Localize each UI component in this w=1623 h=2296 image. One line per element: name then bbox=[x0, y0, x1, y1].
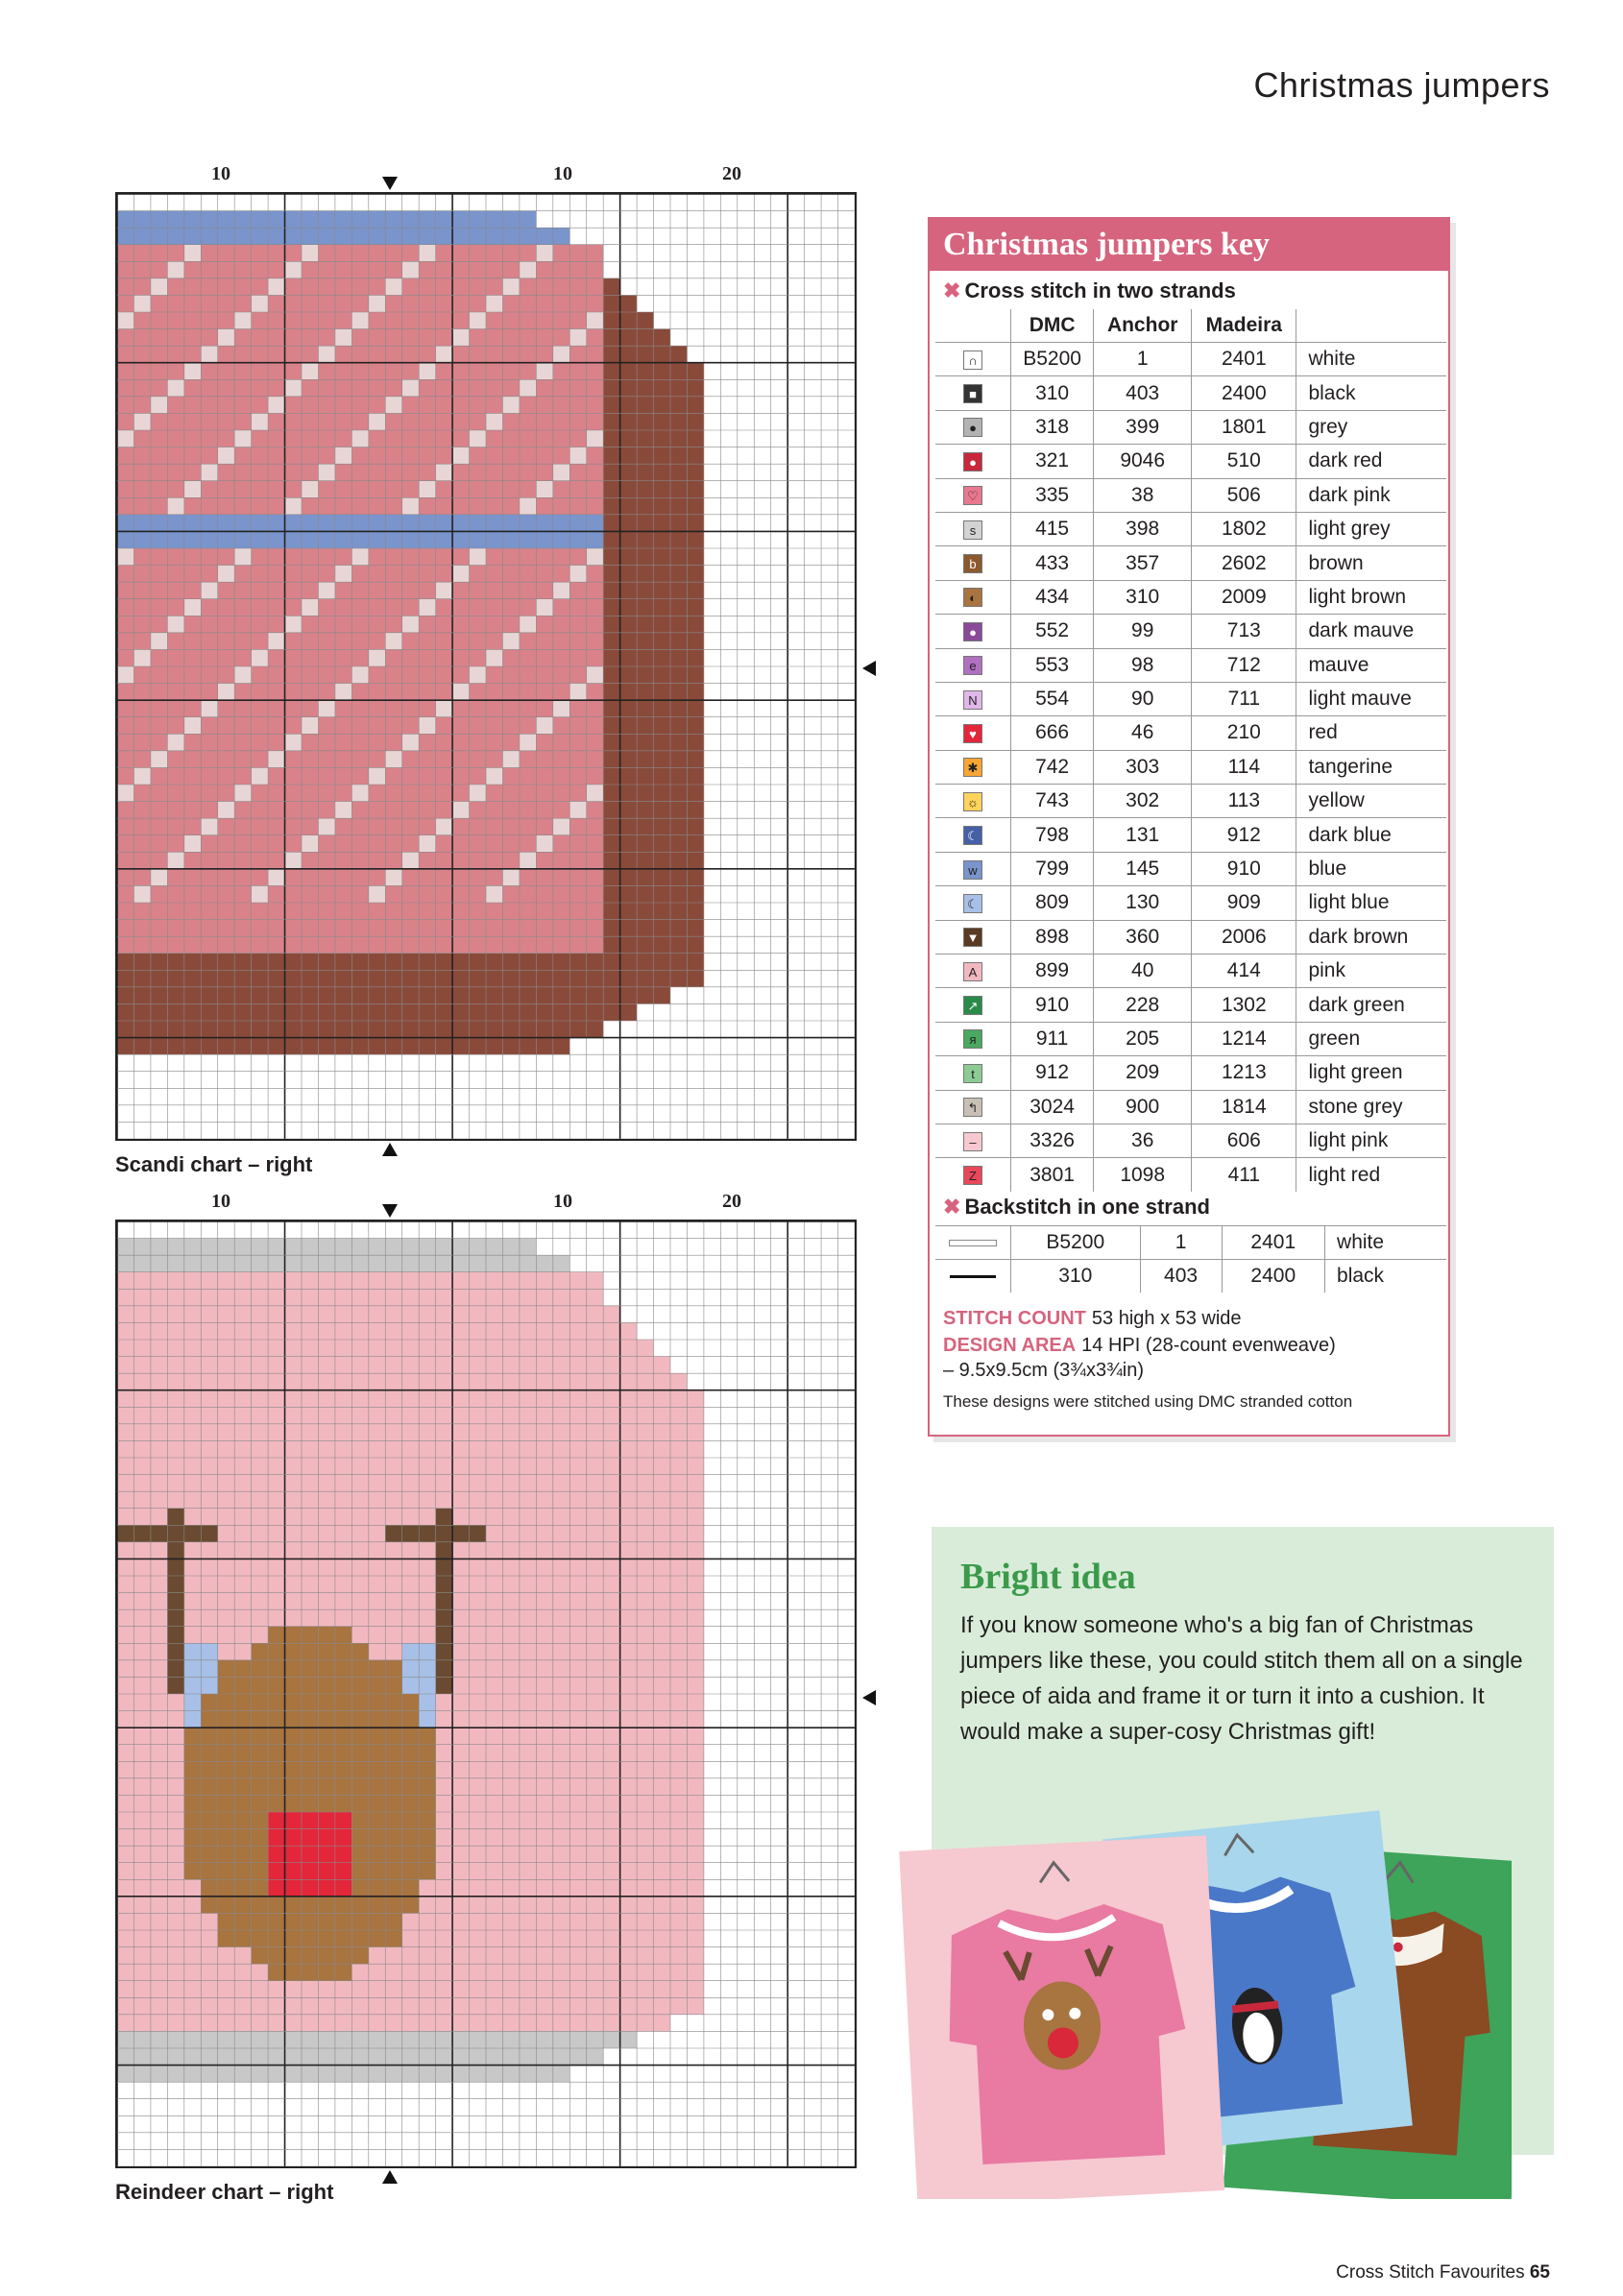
key-row bbox=[935, 818, 1446, 852]
reindeer-jumper-card bbox=[899, 1835, 1224, 2199]
thread-swatch-icon: Z bbox=[963, 1166, 982, 1185]
key-madeira: 1213 bbox=[1192, 1056, 1296, 1090]
key-anchor: 90 bbox=[1094, 682, 1192, 715]
key-anchor: 99 bbox=[1094, 615, 1192, 648]
key-row bbox=[935, 1022, 1446, 1055]
chart-caption: Scandi chart – right bbox=[115, 1152, 313, 1176]
backstitch-madeira: 2401 bbox=[1222, 1226, 1325, 1260]
key-anchor: 303 bbox=[1094, 750, 1192, 784]
key-madeira: 1802 bbox=[1192, 512, 1296, 545]
key-madeira: 210 bbox=[1192, 716, 1296, 750]
thread-key-table bbox=[935, 309, 1446, 1192]
key-color-name: blue bbox=[1296, 852, 1446, 885]
backstitch-madeira: 2400 bbox=[1222, 1260, 1325, 1293]
center-marker-right bbox=[862, 661, 876, 676]
thread-swatch-icon: ♡ bbox=[963, 486, 982, 505]
key-row bbox=[935, 955, 1446, 988]
key-madeira: 712 bbox=[1192, 648, 1296, 682]
axis-number: 10 bbox=[211, 163, 230, 184]
key-dmc: 434 bbox=[1011, 580, 1094, 614]
thread-swatch-icon: я bbox=[963, 1029, 982, 1049]
backstitch-anchor: 403 bbox=[1140, 1260, 1222, 1293]
key-row bbox=[935, 615, 1446, 648]
key-color-name: dark pink bbox=[1296, 478, 1446, 512]
key-color-name: mauve bbox=[1296, 648, 1446, 682]
cross-icon: ✖ bbox=[943, 1195, 961, 1219]
key-anchor: 36 bbox=[1094, 1124, 1192, 1157]
axis-number: 20 bbox=[722, 163, 741, 184]
cross-stitch-heading: ✖ Cross stitch in two strands bbox=[943, 278, 1236, 302]
key-dmc: 798 bbox=[1011, 818, 1094, 852]
key-madeira: 2009 bbox=[1192, 580, 1296, 614]
key-anchor: 900 bbox=[1094, 1090, 1192, 1124]
key-row bbox=[935, 410, 1446, 444]
key-color-name: dark blue bbox=[1296, 818, 1446, 852]
key-dmc: 318 bbox=[1011, 410, 1094, 444]
key-dmc: 911 bbox=[1011, 1022, 1094, 1055]
key-row bbox=[935, 1158, 1446, 1192]
key-color-name: tangerine bbox=[1296, 750, 1446, 784]
key-dmc: 335 bbox=[1011, 478, 1094, 512]
thread-swatch-icon: ◐ bbox=[963, 588, 982, 607]
key-dmc: 898 bbox=[1011, 920, 1094, 954]
bright-idea-title: Bright idea bbox=[960, 1557, 1136, 1597]
backstitch-color-name: black bbox=[1325, 1260, 1446, 1293]
key-panel bbox=[928, 217, 1450, 1437]
key-anchor: 205 bbox=[1094, 1022, 1192, 1055]
backstitch-row bbox=[935, 1226, 1446, 1260]
backstitch-anchor: 1 bbox=[1140, 1226, 1222, 1260]
key-color-name: light red bbox=[1296, 1158, 1446, 1192]
bright-idea-panel bbox=[932, 1527, 1554, 2155]
bright-idea-text: If you know someone who's a big fan of Christmas jumpers like these, you could stitch them all on a single piece of aida and frame it or turn it into a cushion. It would make a super-cosy Christmas gift! bbox=[960, 1612, 1523, 1745]
key-color-name: stone grey bbox=[1296, 1090, 1446, 1124]
key-dmc: 3801 bbox=[1011, 1158, 1094, 1192]
backstitch-row bbox=[935, 1260, 1446, 1293]
key-dmc: 910 bbox=[1011, 988, 1094, 1022]
key-anchor: 145 bbox=[1094, 852, 1192, 885]
center-marker-top bbox=[382, 177, 398, 190]
thread-swatch-icon: w bbox=[963, 860, 982, 880]
key-color-name: green bbox=[1296, 1022, 1446, 1055]
key-anchor: 209 bbox=[1094, 1056, 1192, 1090]
key-row bbox=[935, 343, 1446, 376]
backstitch-dmc: 310 bbox=[1011, 1260, 1141, 1293]
key-color-name: grey bbox=[1296, 410, 1446, 444]
thread-swatch-icon: N bbox=[963, 690, 982, 710]
key-row bbox=[935, 682, 1446, 715]
key-row bbox=[935, 1056, 1446, 1090]
key-anchor: 357 bbox=[1094, 546, 1192, 580]
key-anchor: 131 bbox=[1094, 818, 1192, 852]
section-title: Christmas jumpers bbox=[1253, 65, 1550, 105]
thread-swatch-icon: A bbox=[963, 962, 982, 981]
scandi-chart-grid bbox=[115, 192, 857, 1141]
key-madeira: 713 bbox=[1192, 615, 1296, 648]
key-anchor: 310 bbox=[1094, 580, 1192, 614]
column-header: Anchor bbox=[1094, 309, 1192, 343]
key-madeira: 113 bbox=[1192, 785, 1296, 818]
thread-swatch-icon: ∩ bbox=[963, 350, 982, 370]
thread-swatch-icon: ☾ bbox=[963, 826, 982, 845]
key-note: These designs were stitched using DMC stranded cotton bbox=[943, 1392, 1353, 1411]
key-dmc: 554 bbox=[1011, 682, 1094, 715]
thread-swatch-icon: b bbox=[963, 554, 982, 573]
key-madeira: 1814 bbox=[1192, 1090, 1296, 1124]
thread-swatch-icon: ☾ bbox=[963, 894, 982, 913]
stitch-count: STITCH COUNT 53 high x 53 wide bbox=[943, 1308, 1242, 1329]
thread-swatch-icon: s bbox=[963, 520, 982, 540]
backstitch-color-name: white bbox=[1325, 1226, 1446, 1260]
key-anchor: 403 bbox=[1094, 376, 1192, 410]
thread-swatch-icon: ↗ bbox=[963, 996, 982, 1015]
key-anchor: 38 bbox=[1094, 478, 1192, 512]
key-row bbox=[935, 886, 1446, 920]
key-madeira: 510 bbox=[1192, 445, 1296, 478]
center-marker-right bbox=[862, 1690, 876, 1705]
key-anchor: 399 bbox=[1094, 410, 1192, 444]
key-row bbox=[935, 920, 1446, 954]
key-anchor: 1 bbox=[1094, 343, 1192, 376]
key-dmc: 310 bbox=[1011, 376, 1094, 410]
key-color-name: dark brown bbox=[1296, 920, 1446, 954]
key-row bbox=[935, 546, 1446, 580]
key-dmc: 912 bbox=[1011, 1056, 1094, 1090]
reindeer-pattern bbox=[117, 1221, 855, 2166]
key-anchor: 302 bbox=[1094, 785, 1192, 818]
key-dmc: 742 bbox=[1011, 750, 1094, 784]
key-madeira: 1214 bbox=[1192, 1022, 1296, 1055]
key-anchor: 1098 bbox=[1094, 1158, 1192, 1192]
reindeer-chart-grid bbox=[115, 1220, 857, 2168]
key-color-name: white bbox=[1296, 343, 1446, 376]
key-dmc: 743 bbox=[1011, 785, 1094, 818]
key-row bbox=[935, 512, 1446, 545]
cross-icon: ✖ bbox=[943, 278, 961, 302]
key-dmc: 799 bbox=[1011, 852, 1094, 885]
key-row bbox=[935, 478, 1446, 512]
page-footer: Cross Stitch Favourites 65 bbox=[1336, 2262, 1550, 2283]
center-marker-top bbox=[382, 1204, 398, 1218]
backstitch-table bbox=[935, 1225, 1446, 1293]
key-madeira: 506 bbox=[1192, 478, 1296, 512]
key-color-name: light mauve bbox=[1296, 682, 1446, 715]
key-row bbox=[935, 988, 1446, 1022]
key-color-name: light blue bbox=[1296, 886, 1446, 920]
backstitch-line-icon bbox=[949, 1240, 997, 1246]
key-dmc: 899 bbox=[1011, 955, 1094, 988]
column-header: Madeira bbox=[1192, 309, 1296, 343]
key-dmc: 415 bbox=[1011, 512, 1094, 545]
key-anchor: 98 bbox=[1094, 648, 1192, 682]
center-marker-bottom bbox=[382, 2170, 398, 2184]
thread-swatch-icon: ♥ bbox=[963, 724, 982, 743]
key-dmc: 3024 bbox=[1011, 1090, 1094, 1124]
key-madeira: 414 bbox=[1192, 955, 1296, 988]
key-madeira: 2400 bbox=[1192, 376, 1296, 410]
reindeer-chart bbox=[115, 1191, 855, 2209]
key-row bbox=[935, 1124, 1446, 1157]
key-color-name: light green bbox=[1296, 1056, 1446, 1090]
key-dmc: 666 bbox=[1011, 716, 1094, 750]
key-madeira: 2602 bbox=[1192, 546, 1296, 580]
axis-number: 10 bbox=[553, 163, 572, 184]
key-color-name: light pink bbox=[1296, 1124, 1446, 1157]
key-color-name: red bbox=[1296, 716, 1446, 750]
key-madeira: 606 bbox=[1192, 1124, 1296, 1157]
key-madeira: 411 bbox=[1192, 1158, 1296, 1192]
key-color-name: pink bbox=[1296, 955, 1446, 988]
key-row bbox=[935, 445, 1446, 478]
axis-number: 10 bbox=[553, 1191, 572, 1212]
key-madeira: 114 bbox=[1192, 750, 1296, 784]
key-color-name: brown bbox=[1296, 546, 1446, 580]
backstitch-line-icon bbox=[950, 1275, 996, 1278]
thread-swatch-icon: e bbox=[963, 656, 982, 675]
thread-swatch-icon: ☼ bbox=[963, 792, 982, 811]
design-area: DESIGN AREA 14 HPI (28-count evenweave) bbox=[943, 1335, 1336, 1356]
key-madeira: 909 bbox=[1192, 886, 1296, 920]
key-color-name: light brown bbox=[1296, 580, 1446, 614]
column-header: DMC bbox=[1011, 309, 1094, 343]
thread-swatch-icon: – bbox=[963, 1132, 982, 1151]
key-title: Christmas jumpers key bbox=[930, 219, 1448, 271]
key-row bbox=[935, 648, 1446, 682]
key-row bbox=[935, 1090, 1446, 1124]
thread-swatch-icon: ● bbox=[963, 418, 982, 437]
thread-swatch-icon: ✱ bbox=[963, 758, 982, 777]
center-marker-bottom bbox=[382, 1143, 398, 1156]
thread-swatch-icon: ● bbox=[963, 622, 982, 641]
key-row bbox=[935, 750, 1446, 784]
scandi-pattern bbox=[117, 194, 855, 1139]
key-row bbox=[935, 376, 1446, 410]
key-dmc: 552 bbox=[1011, 615, 1094, 648]
key-dmc: 3326 bbox=[1011, 1124, 1094, 1157]
key-anchor: 40 bbox=[1094, 955, 1192, 988]
key-anchor: 360 bbox=[1094, 920, 1192, 954]
key-color-name: dark green bbox=[1296, 988, 1446, 1022]
key-anchor: 9046 bbox=[1094, 445, 1192, 478]
key-color-name: light grey bbox=[1296, 512, 1446, 545]
key-dmc: 553 bbox=[1011, 648, 1094, 682]
key-madeira: 1302 bbox=[1192, 988, 1296, 1022]
backstitch-heading: ✖ Backstitch in one strand bbox=[943, 1195, 1210, 1219]
axis-number: 10 bbox=[211, 1191, 230, 1212]
axis-number: 20 bbox=[722, 1191, 741, 1212]
key-madeira: 2006 bbox=[1192, 920, 1296, 954]
key-madeira: 912 bbox=[1192, 818, 1296, 852]
key-color-name: dark mauve bbox=[1296, 615, 1446, 648]
key-dmc: 433 bbox=[1011, 546, 1094, 580]
key-row bbox=[935, 580, 1446, 614]
key-madeira: 910 bbox=[1192, 852, 1296, 885]
key-anchor: 228 bbox=[1094, 988, 1192, 1022]
key-row bbox=[935, 852, 1446, 885]
key-anchor: 46 bbox=[1094, 716, 1192, 750]
key-color-name: black bbox=[1296, 376, 1446, 410]
key-row bbox=[935, 785, 1446, 818]
key-madeira: 711 bbox=[1192, 682, 1296, 715]
design-area-size: – 9.5x9.5cm (3¾x3¾in) bbox=[943, 1360, 1144, 1381]
thread-swatch-icon: ▼ bbox=[963, 928, 982, 947]
thread-swatch-icon: ↰ bbox=[963, 1098, 982, 1117]
key-madeira: 1801 bbox=[1192, 410, 1296, 444]
jumpers-photo bbox=[889, 1786, 1512, 2199]
key-row bbox=[935, 716, 1446, 750]
key-dmc: B5200 bbox=[1011, 343, 1094, 376]
backstitch-dmc: B5200 bbox=[1011, 1226, 1141, 1260]
key-color-name: yellow bbox=[1296, 785, 1446, 818]
key-anchor: 398 bbox=[1094, 512, 1192, 545]
key-madeira: 2401 bbox=[1192, 343, 1296, 376]
key-color-name: dark red bbox=[1296, 445, 1446, 478]
chart-caption: Reindeer chart – right bbox=[115, 2180, 334, 2204]
thread-swatch-icon: ■ bbox=[963, 384, 982, 403]
scandi-chart bbox=[115, 163, 855, 1181]
key-dmc: 809 bbox=[1011, 886, 1094, 920]
key-dmc: 321 bbox=[1011, 445, 1094, 478]
thread-swatch-icon: t bbox=[963, 1064, 982, 1083]
thread-swatch-icon: ● bbox=[963, 452, 982, 471]
key-anchor: 130 bbox=[1094, 886, 1192, 920]
